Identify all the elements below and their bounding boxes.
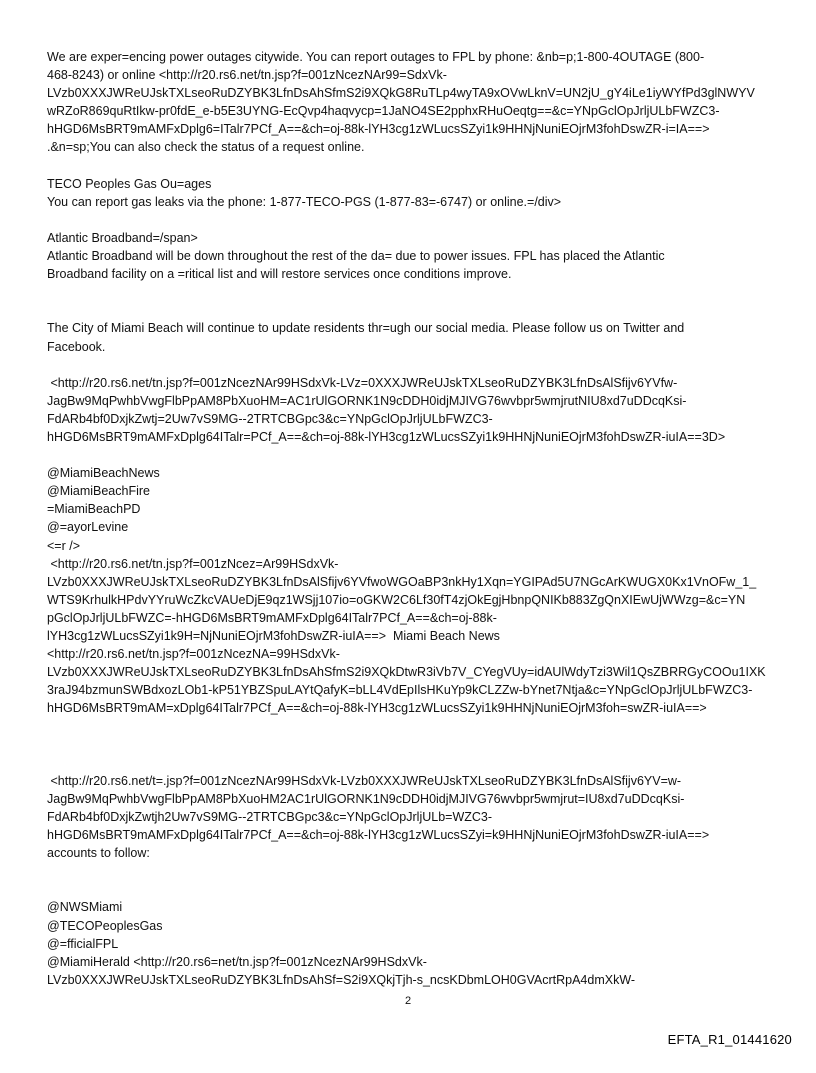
blank-line <box>47 736 787 754</box>
text-line: JagBw9MqPwhbVwgFlbPpAM8PbXuoHM2AC1rUlGORNK1N9cDDH0idjMJIVG76wvbpr5wmjrut=IU8xd7uDDcqKsi- <box>47 791 685 806</box>
blank-line <box>47 446 787 464</box>
text-line: hHGD6MsBRT9mAM=xDplg64ITalr7PCf_A==&ch=oj-88k-lYH3cg1zWLucsSZyi1k9HHNjNuniEOjrM3foh=swZR-iuIA==> <box>47 701 707 716</box>
text-line: WTS9KrhulkHPdvYYruWcZkcVAUeDjE9qz1WSjj107io=oGKW2C6Lf30fT4zjOkEgjHbnpQNIKb883ZgQnXIEwUjWWzg=&c=YN <box>47 592 746 607</box>
text-line: Broadband facility on a =ritical list and will restore services once conditions improve. <box>47 267 512 282</box>
text-line: LVzb0XXXJWReUJskTXLseoRuDZYBK3LfnDsAlSfijv6YVfwoWGOaBP3nkHy1Xqn=YGIPAd5U7NGcArKWUGX0Kx1VnOFw_1_ <box>47 574 757 589</box>
text-line: @=ayorLevine <box>47 520 129 535</box>
text-line: =MiamiBeachPD <box>47 502 141 517</box>
blank-line <box>47 862 787 880</box>
text-line: .&n=sp;You can also check the status of a request online. <box>47 140 365 155</box>
text-line: @TECOPeoplesGas <box>47 918 163 933</box>
text-line: Atlantic Broadband=/span> <box>47 230 198 245</box>
text-line: Facebook. <box>47 339 106 354</box>
text-line: <=r /> <box>47 538 81 553</box>
text-line: 3raJ94bzmunSWBdxozLOb1-kP51YBZSpuLAYtQafyK=bLL4VdEpIlsHKuYp9kCLZZw-bYnet7Ntja&c=YNpGclOpJrljULbFWZC3- <box>47 683 753 698</box>
text-line: <http://r20.rs6.net/tn.jsp?f=001zNcezNA=99HSdxVk- <box>47 647 340 662</box>
text-line: <http://r20.rs6.net/t=.jsp?f=001zNcezNAr99HSdxVk-LVzb0XXXJWReUJskTXLseoRuDZYBK3LfnDsAlSfijv6YV=w- <box>47 773 682 788</box>
email-body <box>47 48 787 989</box>
text-line: accounts to follow: <box>47 846 150 861</box>
text-line: LVzb0XXXJWReUJskTXLseoRuDZYBK3LfnDsAhSfmS2i9XQkDtwR3iVb7V_CYegVUy=idAUlWdyTzi3Wil1QsZBRRGyCOOu1IXK <box>47 665 766 680</box>
bates-number: EFTA_R1_01441620 <box>667 1032 792 1047</box>
blank-line <box>47 157 787 175</box>
blank-line <box>47 211 787 229</box>
text-line: @MiamiBeachNews <box>47 466 160 481</box>
text-line: JagBw9MqPwhbVwgFlbPpAM8PbXuoHM=AC1rUlGORNK1N9cDDH0idjMJIVG76wvbpr5wmjrutNIU8xd7uDDcqKsi- <box>47 393 687 408</box>
text-line: <http://r20.rs6.net/tn.jsp?f=001zNcezNAr99HSdxVk-LVz=0XXXJWReUJskTXLseoRuDZYBK3LfnDsAlSfijv6YVfw- <box>47 375 678 390</box>
text-line: Atlantic Broadband will be down throughout the rest of the da= due to power issues. FPL has placed the Atlantic <box>47 249 665 264</box>
text-line: wRZoR869quRtIkw-pr0fdE_e-b5E3UYNG-EcQvp4haqvycp=1JaNO4SE2pphxRHuOeqtg==&c=YNpGclOpJrljULbFWZC3- <box>47 104 720 119</box>
blank-line <box>47 356 787 374</box>
text-line: LVzb0XXXJWReUJskTXLseoRuDZYBK3LfnDsAhSfmS2i9XQkG8RuTLp4wyTA9xOVwLknV=UN2jU_gY4iLe1iyWYfPd3glNWYV <box>47 86 755 101</box>
blank-line <box>47 301 787 319</box>
text-line: hHGD6MsBRT9mAMFxDplg6=ITalr7PCf_A==&ch=oj-88k-lYH3cg1zWLucsSZyi1k9HHNjNuniEOjrM3fohDswZR-i=IA==> <box>47 122 710 137</box>
text-line: The City of Miami Beach will continue to update residents thr=ugh our social media. Please follow us on Twitter and <box>47 321 685 336</box>
text-line: pGclOpJrljULbFWZC=-hHGD6MsBRT9mAMFxDplg64ITalr7PCf_A==&ch=oj-88k- <box>47 610 497 625</box>
blank-line <box>47 880 787 898</box>
text-line: @=fficialFPL <box>47 936 119 951</box>
text-line: hHGD6MsBRT9mAMFxDplg64ITalr7PCf_A==&ch=oj-88k-lYH3cg1zWLucsSZyi=k9HHNjNuniEOjrM3fohDswZR-iuIA==> <box>47 828 710 843</box>
text-line: FdARb4bf0DxjkZwtj=2Uw7vS9MG--2TRTCBGpc3&c=YNpGclOpJrljULbFWZC3- <box>47 411 493 426</box>
blank-line <box>47 283 787 301</box>
text-line: LVzb0XXXJWReUJskTXLseoRuDZYBK3LfnDsAhSf=S2i9XQkjTjh-s_ncsKDbmLOH0GVAcrtRpA4dmXkW- <box>47 972 636 987</box>
text-line: @MiamiHerald <http://r20.rs6=net/tn.jsp?f=001zNcezNAr99HSdxVk- <box>47 954 427 969</box>
text-line: <http://r20.rs6.net/tn.jsp?f=001zNcez=Ar99HSdxVk- <box>47 556 339 571</box>
text-line: lYH3cg1zWLucsSZyi1k9H=NjNuniEOjrM3fohDswZR-iuIA==> Miami Beach News <box>47 629 500 643</box>
text-line: FdARb4bf0DxjkZwtjh2Uw7vS9MG--2TRTCBGpc3&c=YNpGclOpJrljULb=WZC3- <box>47 809 493 824</box>
blank-line <box>47 717 787 735</box>
text-line: We are exper=encing power outages citywide. You can report outages to FPL by phone: &nb=p;1-800-4OUTAGE (800- <box>47 50 705 64</box>
text-line: 468-8243) or online <http://r20.rs6.net/tn.jsp?f=001zNcezNAr99=SdxVk- <box>47 68 447 83</box>
text-line: @NWSMiami <box>47 900 123 915</box>
page-number: 2 <box>404 995 412 1007</box>
text-line: TECO Peoples Gas Ou=ages <box>47 176 212 191</box>
text-line: hHGD6MsBRT9mAMFxDplg64ITalr=PCf_A==&ch=oj-88k-lYH3cg1zWLucsSZyi1k9HHNjNuniEOjrM3fohDswZR-iuIA==3D> <box>47 429 726 444</box>
text-line: @MiamiBeachFire <box>47 484 150 499</box>
blank-line <box>47 754 787 772</box>
text-line: You can report gas leaks via the phone: 1-877-TECO-PGS (1-877-83=-6747) or online.=/div> <box>47 194 562 209</box>
